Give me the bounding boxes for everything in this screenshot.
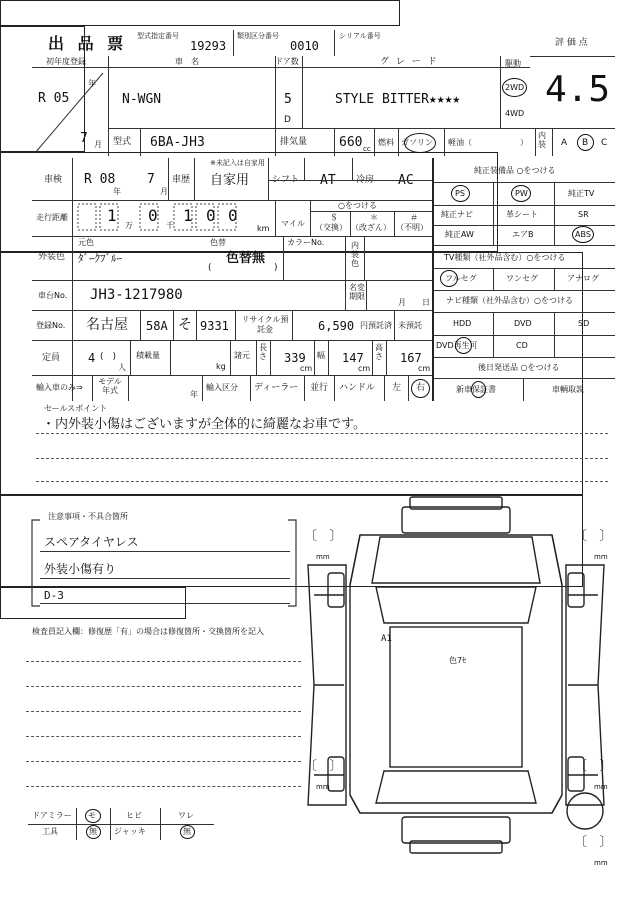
type-label: 型式 [113, 137, 132, 147]
mileage-label: 走行距離 [36, 213, 68, 222]
tv-type-label: TV種類（社外品含む）○をつける [444, 253, 566, 262]
repaint-label: 色替 [210, 238, 226, 247]
note-line: スペアタイヤレス [44, 535, 139, 549]
class-no-label: 類別区分番号 [237, 32, 279, 40]
equip-sr: SR [578, 210, 589, 219]
history-label: 車歴 [172, 175, 191, 185]
recycle-label: リサイクル預託金 [241, 315, 289, 334]
tools-circle [86, 825, 101, 839]
handle-right-circle [411, 379, 430, 398]
displacement-label: 排気量 [280, 137, 308, 147]
width-cm-unit: cm [358, 364, 371, 373]
tire-bracket-spare: 〔 〕 [574, 835, 613, 850]
load-kg-unit: kg [216, 362, 226, 371]
repaint-paren-close: ) [274, 263, 278, 273]
aircon-label: 冷房 [356, 175, 375, 185]
jack-value: 無 [183, 827, 191, 836]
capacity: 4 [88, 351, 96, 365]
doors: 5 [284, 92, 292, 107]
tire-bracket-fl: 〔 〕 [304, 529, 343, 544]
interior-c: C [601, 138, 608, 148]
score-value: 4.5 [545, 69, 611, 110]
capacity-unit: 人 [118, 363, 126, 372]
note-line: 外装小傷有り [44, 562, 117, 576]
inspection-year-unit: 年 [113, 187, 121, 196]
interior-a: A [561, 138, 568, 148]
plate-kana: そ [178, 317, 192, 333]
recycle-done: 円預託済 [360, 321, 392, 330]
damage-mark-color: 色7ｾ [449, 656, 467, 665]
mileage-tamper: （改ざん） [351, 223, 391, 232]
aircon: AC [398, 173, 414, 188]
tire-bracket-rl: 〔 〕 [304, 759, 343, 774]
class-no: 0010 [290, 39, 319, 53]
orig-color: ﾀﾞｰｸﾌﾞﾙｰ [78, 252, 122, 265]
year-unit: 年 [88, 79, 96, 88]
mileage-km-unit: km [257, 224, 270, 233]
break-label: ワレ [178, 811, 194, 820]
height-label: 高さ [375, 343, 383, 361]
equip-pw: PW [515, 189, 528, 198]
first-reg-label: 初年度登録 [46, 57, 86, 66]
length-label: 長さ [259, 343, 267, 361]
drive-2wd: 2WD [505, 83, 525, 92]
jack-label: ジャッキ [114, 827, 146, 836]
sales-label: セールスポイント [44, 404, 108, 413]
equip-abs-circle [572, 226, 594, 243]
mileage-sen-unit: 千 [166, 221, 174, 230]
tire-mm-spare: mm [594, 859, 608, 867]
tire-bracket-fr: 〔 〕 [574, 529, 613, 544]
frame-label: 車台No. [38, 291, 68, 300]
notes-label: 注意事項・不具合箇所 [48, 512, 128, 521]
tv-analog: アナログ [567, 274, 599, 283]
fuel-light-oil: 軽油（ [448, 138, 472, 147]
equip-ps-circle [451, 185, 470, 202]
drive-2wd-circle [502, 78, 527, 97]
mirror-value: モ [88, 811, 96, 820]
color-label: 外装色 [38, 252, 66, 262]
tv-fullseg-circle [440, 270, 458, 287]
import-label: 輸入車のみ⇒ [36, 383, 83, 392]
history-note: ※未記入は自家用 [210, 159, 265, 167]
later-warranty-circle [471, 381, 486, 398]
plate-area: 名古屋 [86, 317, 128, 333]
mileage-digit: 0 [206, 206, 216, 225]
cc-unit: cc [363, 145, 371, 153]
dvd-play: DVD再生可 [436, 341, 478, 350]
mileage-exchange-mark: ＄ [330, 213, 338, 222]
crack-label: ヒビ [126, 811, 142, 820]
mileage-circle-note: ○をつける [338, 201, 377, 210]
tools-label: 工具 [42, 827, 58, 836]
length-cm-unit: cm [300, 364, 313, 373]
mirror-label: ドアミラー [32, 811, 72, 820]
color-no-label: カラーNo. [287, 238, 325, 247]
inspection-month: 7 [147, 172, 155, 187]
inspector-label: 検査員記入欄：修復歴「有」の場合は修復箇所・交換箇所を記入 [32, 627, 264, 636]
equip-ps: PS [455, 189, 465, 198]
page-title: 出 品 票 [48, 34, 128, 53]
door-type: D [284, 115, 291, 125]
parallel-option: 並行 [310, 383, 329, 393]
car-name: N-WGN [122, 92, 162, 107]
tire-mm-rr: mm [594, 783, 608, 791]
fuel-circle [404, 133, 436, 153]
height: 167 [400, 351, 422, 365]
equip-navi: 純正ナビ [441, 210, 473, 219]
navi-cd: CD [516, 341, 528, 350]
grade-label: グ レ ー ド [380, 57, 439, 67]
handle-right: 右 [416, 383, 426, 393]
grade: STYLE BITTER★★★★ [335, 92, 461, 107]
jack-circle [180, 825, 195, 839]
car-name-label: 車 名 [175, 57, 199, 66]
navi-sd: SD [578, 319, 590, 328]
fuel-close-paren: ） [520, 138, 528, 147]
type: 6BA-JH3 [150, 135, 205, 150]
tire-mm-fl: mm [316, 553, 330, 561]
navi-dvd: DVD [514, 319, 532, 328]
serial-label: シリアル番号 [339, 32, 381, 40]
import-type-label: 輸入区分 [206, 383, 238, 392]
mileage-unknown: （不明） [396, 223, 428, 232]
tv-oneseg: ワンセグ [506, 274, 538, 283]
equip-airbag: エアB [512, 230, 534, 239]
tire-bracket-rr: 〔 〕 [574, 759, 613, 774]
shift-label: シフト [272, 175, 300, 185]
mileage-unknown-mark: ＃ [410, 213, 418, 222]
model-no-label: 型式指定番号 [137, 32, 179, 40]
inspection-year: R 08 [84, 172, 116, 187]
height-cm-unit: cm [418, 364, 431, 373]
mileage-digit: 1 [107, 206, 117, 225]
plate-class: 58A [146, 319, 168, 333]
plate-label: 登録No. [36, 321, 66, 330]
capacity-paren: ( ) [100, 352, 117, 362]
load-label: 積載量 [136, 351, 160, 360]
shift: AT [320, 173, 336, 188]
tools-value: 無 [89, 827, 97, 836]
interior-b: B [582, 138, 589, 148]
interior-label: 内装 [538, 131, 546, 149]
inspection-month-unit: 月 [160, 187, 168, 196]
recycle-amount: 6,590 [318, 319, 355, 333]
model-year-label: モデル年式 [98, 377, 122, 395]
first-reg-year: R 05 [38, 91, 70, 106]
tire-mm-fr: mm [594, 553, 608, 561]
recycle-not: 未預託 [398, 321, 422, 330]
inspection-label: 車検 [44, 175, 63, 185]
history: 自家用 [210, 173, 250, 188]
damage-mark-a1: A1 [381, 634, 392, 644]
month-unit: 月 [94, 140, 102, 149]
tv-fullseg: フルセグ [445, 274, 477, 283]
equip-abs: ABS [575, 230, 591, 239]
name-change-month-unit: 月 [398, 298, 406, 307]
equip-pw-circle [511, 185, 531, 202]
mirror-circle [85, 809, 101, 823]
capacity-label: 定員 [42, 353, 61, 363]
handle-left: 左 [392, 383, 402, 393]
length: 339 [284, 351, 306, 365]
note-line: D-3 [44, 589, 64, 602]
later-warranty: 新車保証書 [456, 385, 496, 394]
navi-hdd: HDD [453, 319, 472, 328]
repaint-paren-open: ( [208, 263, 212, 273]
width: 147 [342, 351, 364, 365]
equip-leather: 革シート [506, 210, 538, 219]
header-number-box [0, 0, 400, 26]
mileage-digit: 0 [148, 206, 158, 225]
width-label: 幅 [317, 351, 325, 360]
dims-label: 諸元 [234, 351, 250, 360]
mileage-tamper-mark: ＊ [370, 213, 378, 222]
name-change-label: 名変期限 [349, 283, 365, 301]
interior-b-circle [577, 134, 594, 151]
later-label: 後日発送品 ○をつける [478, 363, 560, 372]
orig-color-label: 元色 [78, 238, 94, 247]
model-no: 19293 [190, 39, 227, 53]
score-label: 評 価 点 [555, 38, 588, 48]
first-reg-month: 7 [80, 131, 88, 146]
fuel-label: 燃料 [378, 138, 394, 147]
mileage-man-unit: 万 [125, 221, 133, 230]
mileage-mile: マイル [281, 219, 305, 228]
tire-mm-rl: mm [316, 783, 330, 791]
equip-aw: 純正AW [445, 230, 474, 239]
plate-number: 9331 [200, 319, 229, 333]
drive-label: 駆動 [505, 59, 521, 68]
genuine-label: 純正装備品 ○をつける [474, 166, 556, 175]
drive-4wd: 4WD [505, 109, 525, 118]
mileage-boxes [76, 202, 276, 234]
navi-type-label: ナビ種類（社外品含む）○をつける [446, 296, 573, 305]
name-change-day-unit: 日 [422, 298, 430, 307]
handle-label: ハンドル [339, 383, 376, 393]
frame-number: JH3-1217980 [90, 287, 183, 303]
dvd-play-circle [455, 337, 472, 354]
equip-tv: 純正TV [568, 189, 595, 198]
sales-text: ・内外装小傷はございますが全体的に綺麗なお車です。 [42, 417, 366, 432]
model-year-unit: 年 [190, 390, 198, 399]
mileage-exchange: （交換） [315, 223, 347, 232]
mileage-digit: 1 [183, 206, 193, 225]
displacement: 660 [339, 135, 363, 150]
mileage-digit: 0 [228, 206, 238, 225]
fuel-gasoline: ガソリン [401, 138, 433, 147]
repaint: 色替無 [226, 251, 266, 266]
int-color-label: 内装色 [351, 241, 359, 268]
door-label: ドア数 [275, 57, 299, 66]
dealer-option: ディーラー [254, 383, 299, 393]
later-manual: 車輌取説 [552, 385, 584, 394]
